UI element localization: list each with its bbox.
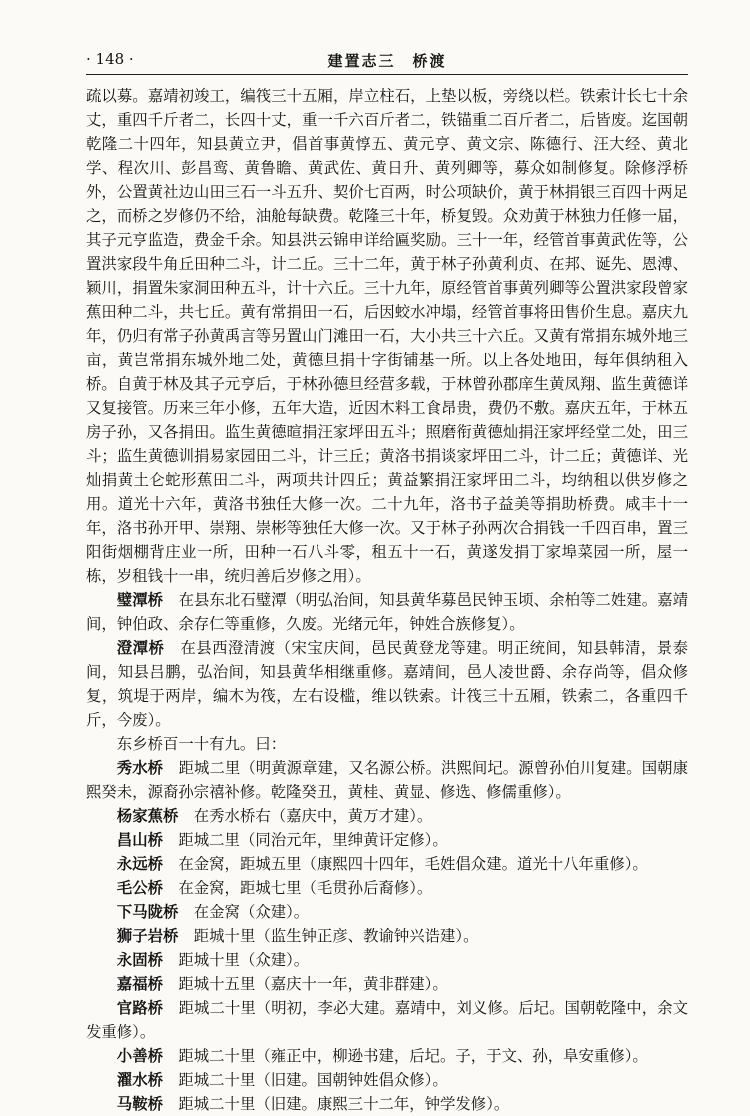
bridge-entry bbox=[86, 1068, 688, 1092]
bridge-entry bbox=[86, 948, 688, 972]
bridge-entry bbox=[86, 1092, 688, 1116]
bridge-name: 狮子岩桥 bbox=[116, 927, 179, 945]
bridge-entry bbox=[86, 900, 688, 924]
header-rule bbox=[86, 74, 688, 75]
bridge-entry bbox=[86, 828, 688, 852]
bridge-entry bbox=[86, 756, 688, 804]
section-intro: 东乡桥百一十有九。曰： bbox=[116, 735, 287, 753]
bridge-text: 在金窝，距城五里（康熙四十四年，毛姓倡众建。道光十八年重修）。 bbox=[162, 855, 648, 873]
bridge-entry bbox=[86, 996, 688, 1044]
bridge-entry bbox=[86, 636, 688, 732]
bridge-name: 澄潭桥 bbox=[116, 639, 165, 657]
page-number: · 148 · bbox=[86, 50, 134, 68]
bridge-name: 璧潭桥 bbox=[116, 591, 164, 609]
document-body bbox=[86, 84, 688, 1116]
bridge-text: 距城二十里（明初，李必大建。嘉靖中，刘义修。后圮。国朝乾隆中，余文发重修）。 bbox=[86, 999, 688, 1041]
bridge-entry bbox=[86, 876, 688, 900]
bridge-name: 濯水桥 bbox=[116, 1071, 163, 1089]
bridge-name: 杨家蕉桥 bbox=[116, 807, 179, 825]
running-title: 建置志三 桥渡 bbox=[327, 52, 447, 70]
bridge-entry bbox=[86, 972, 688, 996]
bridge-text: 距城二里（同治元年，里绅黄讦定修）。 bbox=[162, 831, 448, 849]
bridge-name: 毛公桥 bbox=[116, 879, 163, 897]
bridge-text: 距城二十里（旧建。康熙三十二年，钟学发修）。 bbox=[162, 1095, 510, 1113]
bridge-name: 秀水桥 bbox=[116, 759, 164, 777]
bridge-entry bbox=[86, 588, 688, 636]
bridge-text: 在金窝（众建）。 bbox=[178, 903, 310, 921]
bridge-text: 距城二里（明黄源章建，又名源公桥。洪熙间圮。源曾孙伯川复建。国朝康熙癸未，源裔孙宗禧补修。乾隆癸丑，黄桂、黄显、修选、修儒重修）。 bbox=[86, 759, 688, 801]
bridge-name: 官路桥 bbox=[116, 999, 164, 1017]
bridge-name: 嘉福桥 bbox=[116, 975, 163, 993]
bridge-text: 距城十五里（嘉庆十一年，黄非群建）。 bbox=[162, 975, 448, 993]
paragraph-continuation: 疏以募。嘉靖初竣工，编筏三十五厢，岸立柱石，上垫以板，旁绕以栏。铁索计长七十余丈，重四千斤者二，长四十丈，重一千六百斤者二，铁锚重二百斤者二，后皆废。迄国朝乾隆二十四年，知县黄立尹，倡首事黄惇五、黄元亨、黄文宗、陈德行、汪大经、黄北学、程次川、彭昌鸾、黄鲁瞻、黄武佐、黄日升、黄列卿等，募众如制修复。除修浮桥外，公置黄社边山田三石一斗五升、契价七百两，时公项缺价，黄于林捐银三百四十两足之，而桥之岁修仍不给，油舱每缺费。乾隆三十年，桥复毁。众劝黄于林独力任修一届，其子元亨监造，费金千余。知县洪云锦申详给匾奖励。三十一年，经管首事黄武佐等，公置洪家段牛角丘田种二斗，计二丘。三十二年，黄于林子孙黄利贞、在邦、诞先、恩溥、颖川，捐置朱家洞田种五斗，计十六丘。三十九年，原经管首事黄列卿等公置洪家段曾家蕉田种二斗，共七丘。黄有常捐田一石，后因蛟水冲塌，经管首事将田售价生息。嘉庆九年，仍归有常子孙黄禹言等另置山门滩田一石，大小共三十六丘。又黄有常捐东城外地三亩，黄岂常捐东城外地二处，黄德旦捐十字街铺基一所。以上各处地田，每年俱纳租入桥。自黄于林及其子元亨后，于林孙德旦经营多载，于林曾孙郡庠生黄凤翔、监生黄德详又复接管。历来三年小修，五年大造，近因木料工食昂贵，费仍不敷。嘉庆五年，于林五房子孙，又各捐田。监生黄德暄捐汪家坪田五斗；照磨衔黄德灿捐汪家坪经堂二处，田三斗；监生黄德训捐易家园田二斗，计三丘；黄洛书捐谈家坪田二斗，计二丘；黄德详、光灿捐黄土仑蛇形蕉田二斗，两项共计四丘；黄益繁捐汪家坪田二斗，均纳租以供岁修之用。道光十六年，黄洛书独任大修一次。二十九年，洛书子益美等捐助桥费。咸丰十一年，洛书孙开甲、崇翔、崇彬等独任大修一次。又于林子孙两次合捐钱一千四百串，置三阳街烟棚背庄业一所，田种一石八斗零，租五十一石，黄遂发捐丁家埠菜园一所，屋一栋，岁租钱十一串，统归善后岁修之用）。 bbox=[86, 87, 688, 585]
bridge-text: 在县西澄清渡（宋宝庆间，邑民黄登龙等建。明正统间，知县韩清，景泰间，知县吕鹏，弘治间，知县黄华相继重修。嘉靖间，邑人凌世爵、余存尚等，倡众修复，筑堤于两岸，编木为筏，左右设槛，维以铁索。计筏三十五厢，铁索二，各重四千斤，今废）。 bbox=[86, 639, 688, 729]
bridge-entry bbox=[86, 924, 688, 948]
bridge-entry bbox=[86, 1044, 688, 1068]
bridge-text: 距城二十里（雍正中，柳逊书建，后圮。子，于文、孙，阜安重修）。 bbox=[162, 1047, 648, 1065]
bridge-entry bbox=[86, 852, 688, 876]
bridge-name: 永远桥 bbox=[116, 855, 163, 873]
bridge-text: 距城二十里（旧建。国朝钟姓倡众修）。 bbox=[162, 1071, 448, 1089]
bridge-name: 马鞍桥 bbox=[116, 1095, 163, 1113]
bridge-text: 在金窝，距城七里（毛贯孙后裔修）。 bbox=[162, 879, 433, 897]
bridge-name: 永固桥 bbox=[116, 951, 163, 969]
bridge-text: 在秀水桥右（嘉庆中，黄万才建）。 bbox=[178, 807, 433, 825]
page-header bbox=[86, 48, 688, 74]
bridge-name: 小善桥 bbox=[116, 1047, 163, 1065]
bridge-text: 在县东北石璧潭（明弘治间，知县黄华募邑民钟玉顷、余柏等二姓建。嘉靖间，钟伯政、余存仁等重修，久废。光绪元年，钟姓合族修复）。 bbox=[86, 591, 688, 633]
bridge-entry bbox=[86, 804, 688, 828]
bridge-name: 下马陇桥 bbox=[116, 903, 179, 921]
bridge-name: 昌山桥 bbox=[116, 831, 163, 849]
bridge-text: 距城十里（众建）。 bbox=[162, 951, 310, 969]
bridge-text: 距城十里（监生钟正彦、教谕钟兴诰建）。 bbox=[178, 927, 479, 945]
